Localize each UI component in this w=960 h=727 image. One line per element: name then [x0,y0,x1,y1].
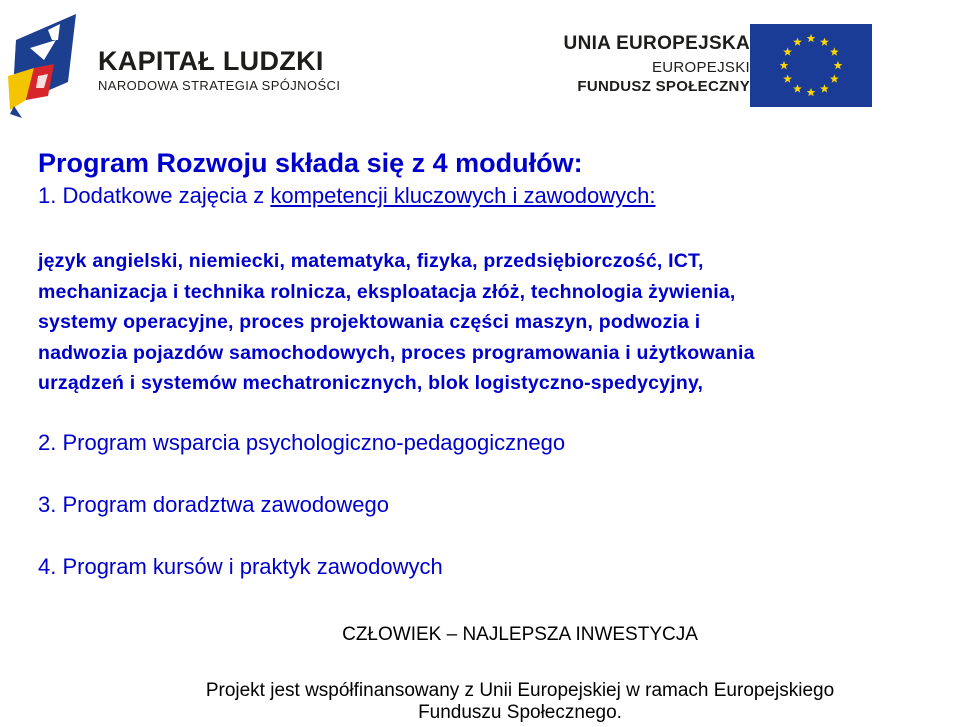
module-1-heading [38,183,656,209]
module-1-details [38,246,960,399]
eu-flag-icon [750,24,872,107]
eu-logo-text [564,33,750,95]
footer-line-1: Projekt jest współfinansowany z Unii Europejskiej w ramach Europejskiego [205,680,835,701]
footer-line-2: Funduszu Społecznego. [418,702,622,723]
module-1-link[interactable]: kompetencji kluczowych i zawodowych: [270,183,656,208]
details-line: język angielski, niemiecki, matematyka, fizyka, przedsiębiorczość, ICT, [38,250,704,272]
module-1-prefix: 1. Dodatkowe zajęcia z [38,183,271,208]
eu-logo-line-1: UNIA EUROPEJSKA [563,33,750,54]
eu-logo-line-2: EUROPEJSKI [651,59,750,76]
footer-note [0,680,960,724]
details-line: mechanizacja i technika rolnicza, eksploatacja złóż, technologia żywienia, [38,280,736,303]
details-line: nadwozia pojazdów samochodowych, proces programowania i użytkowania [38,341,755,364]
module-2: 2. Program wsparcia psychologiczno-pedagogicznego [38,430,566,455]
module-3: 3. Program doradztwa zawodowego [38,492,389,517]
slogan: CZŁOWIEK – NAJLEPSZA INWESTYCJA [342,624,698,645]
eu-logo-line-3: FUNDUSZ SPOŁECZNY [577,78,750,95]
details-line: systemy operacyjne, proces projektowania części maszyn, podwozia i [38,311,701,334]
details-line: urządzeń i systemów mechatronicznych, blok logistyczno-spedycyjny, [38,372,704,395]
kapital-ludzki-subtitle: NARODOWA STRATEGIA SPÓJNOŚCI [98,78,341,93]
module-4: 4. Program kursów i praktyk zawodowych [38,554,443,579]
page-title: Program Rozwoju składa się z 4 modułów: [38,148,583,178]
kapital-ludzki-title: KAPITAŁ LUDZKI [98,46,324,76]
kapital-ludzki-logo-icon [8,10,76,120]
